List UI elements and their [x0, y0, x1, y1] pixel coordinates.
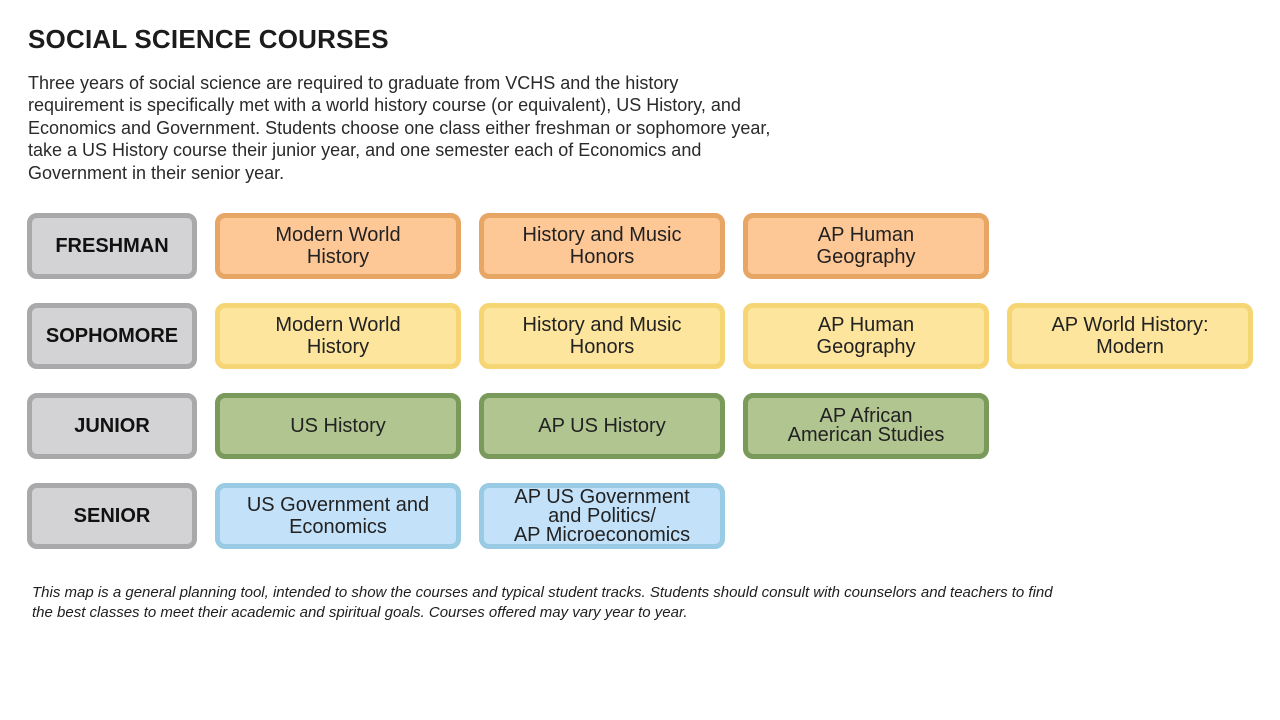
junior-row: [0, 393, 1280, 459]
course-box-us-government-and-economics: [215, 483, 461, 549]
course-label: US History: [290, 415, 386, 437]
senior-row: [0, 483, 1280, 549]
intro-line: requirement is specifically met with a world history course (or equivalent), US History, and: [28, 95, 741, 116]
year-label-senior: SENIOR: [27, 483, 197, 549]
course-box-ap-us-government-and-politics-ap-microeconomics: [479, 483, 725, 549]
intro-line: Economics and Government. Students choose one class either freshman or sophomore year,: [28, 117, 771, 138]
course-label: Modern World: [275, 224, 401, 246]
year-label-junior: JUNIOR: [27, 393, 197, 459]
course-label: AP Human: [817, 224, 915, 246]
course-box-ap-us-history: [479, 393, 725, 459]
course-label: Modern: [1096, 336, 1164, 358]
intro-paragraph: [28, 72, 888, 184]
course-box-history-and-music-honors: [479, 213, 725, 279]
course-label: Geography: [816, 336, 916, 358]
course-label: History: [306, 336, 370, 358]
footnote-line: This map is a general planning tool, intended to show the courses and typical student tracks. Students should consult with counselors and teachers to find: [32, 584, 1053, 601]
course-box-ap-world-history-modern: [1007, 303, 1253, 369]
course-label: History and Music: [522, 314, 682, 336]
course-label: Geography: [816, 246, 916, 268]
year-label-freshman: FRESHMAN: [27, 213, 197, 279]
course-label: Honors: [569, 246, 635, 268]
course-box-modern-world-history: [215, 303, 461, 369]
year-label-sophomore: SOPHOMORE: [27, 303, 197, 369]
course-label: and Politics/: [548, 504, 656, 527]
intro-line: Three years of social science are required to graduate from VCHS and the history: [28, 73, 679, 93]
intro-line: take a US History course their junior year, and one semester each of Economics and: [28, 140, 702, 161]
course-box-ap-human-geography: [743, 213, 989, 279]
footnote: [32, 583, 1247, 622]
course-box-ap-african-american-studies: [743, 393, 989, 459]
course-box-history-and-music-honors: [479, 303, 725, 369]
course-label: Economics: [289, 516, 387, 538]
course-label: Honors: [569, 336, 635, 358]
course-label: AP World History:: [1051, 314, 1209, 336]
course-label: History and Music: [522, 224, 682, 246]
course-label: AP African: [819, 405, 913, 427]
course-label: American Studies: [787, 424, 945, 446]
page-title: SOCIAL SCIENCE COURSES: [28, 24, 389, 54]
course-label: Modern World: [275, 314, 401, 336]
sophomore-row: [0, 303, 1280, 369]
course-box-ap-human-geography: [743, 303, 989, 369]
course-label: AP Human: [817, 314, 915, 336]
freshman-row: [0, 213, 1280, 279]
course-box-modern-world-history: [215, 213, 461, 279]
course-label: AP Microeconomics: [513, 523, 691, 546]
course-box-us-history: [215, 393, 461, 459]
course-label: AP US History: [538, 415, 666, 437]
course-label: US Government and: [246, 494, 430, 516]
intro-line: Government in their senior year.: [28, 162, 285, 183]
course-label: AP US Government: [514, 485, 690, 508]
footnote-line: the best classes to meet their academic and spiritual goals. Courses offered may vary year to year.: [32, 603, 688, 621]
course-label: History: [306, 246, 370, 268]
